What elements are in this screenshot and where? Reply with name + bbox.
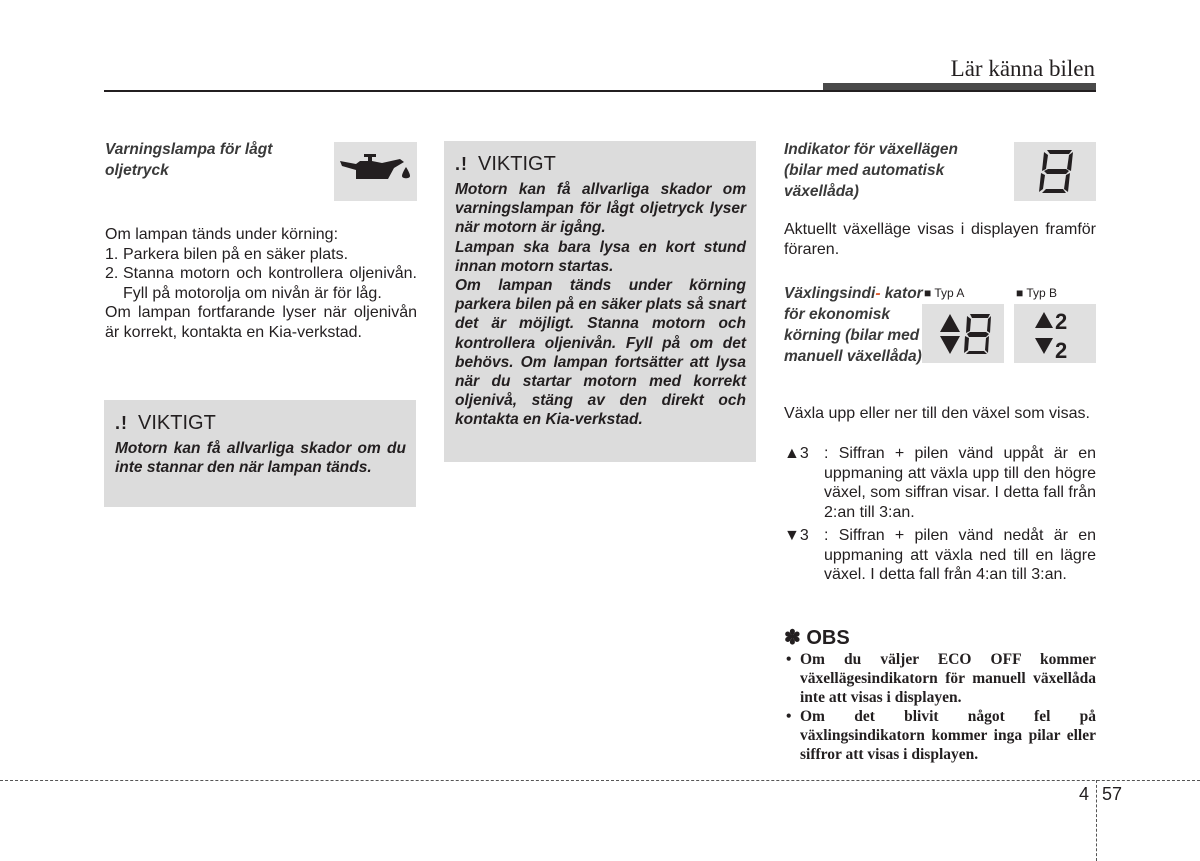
type-a-indicator: [922, 304, 1004, 363]
warning-title-text: VIKTIGT: [478, 153, 556, 175]
digit-label: 2: [1055, 309, 1068, 334]
digit-eight-icon: [964, 314, 991, 354]
shift-down-arrow-icon: [1035, 338, 1053, 354]
digit-label: 2: [1055, 338, 1068, 363]
oil-can-icon: [334, 142, 417, 201]
obs-list: [786, 650, 1096, 764]
type-b-indicator: [1014, 304, 1096, 363]
warning-text: Motorn kan få allvarliga skador om du inte stannar den när lampan tänds.: [115, 440, 406, 477]
chapter-number: 4: [1079, 784, 1090, 804]
warning-box-engine: [444, 141, 756, 462]
warning-paragraph: Lampan ska bara lysa en kort stund innan motorn startas.: [455, 238, 746, 275]
list-number: 1.: [105, 245, 119, 263]
shift-up-arrow-icon: [1035, 312, 1053, 328]
bullet-icon: •: [786, 708, 792, 725]
warning-paragraph: Motorn kan få allvarliga skador om varningslampan för lågt oljetryck lyser när motorn är igång.: [455, 181, 746, 237]
list-item: [786, 707, 1096, 764]
header-rule: [104, 90, 1096, 92]
shift-down-text: : Siffran + pilen vänd nedåt är en uppmaning att växla ned till en lägre växel. I detta fall från 4:an till 3:an.: [824, 527, 1096, 583]
warning-icon: .!: [115, 413, 128, 433]
shift-indicator-heading: [784, 283, 944, 367]
warning-title: [115, 412, 406, 435]
warning-title-text: VIKTIGT: [138, 412, 216, 434]
shift-up-symbol-icon: ▲3: [784, 445, 809, 462]
list-item: [105, 264, 417, 303]
square-bullet-icon: ■: [924, 286, 932, 300]
bullet-icon: •: [786, 651, 792, 668]
shift-up-text: : Siffran + pilen vänd uppåt är en uppmaning att växla upp till den högre växel, som siffran visar. I detta fall från 2:an till 3:an.: [824, 445, 1096, 521]
list-item: [105, 245, 417, 265]
square-bullet-icon: ■: [1016, 286, 1024, 300]
shift-up-arrow-icon: [940, 314, 960, 332]
shift-up-item: [784, 444, 1096, 522]
warning-icon: .!: [455, 154, 468, 174]
gear-indicator-text: Aktuellt växelläge visas i displayen framför föraren.: [784, 221, 1096, 258]
warning-box-oil: [104, 400, 416, 507]
shift-down-symbol-icon: ▼3: [784, 527, 809, 544]
list-item: [786, 650, 1096, 707]
footer-divider: [0, 780, 1200, 781]
footer-separator: [1096, 780, 1097, 861]
type-a-label: ■ Typ A: [924, 286, 965, 300]
oil-intro: Om lampan tänds under körning:: [105, 226, 339, 243]
warning-paragraph: Om lampan tänds under körning parkera bilen på en säker plats så snart det är möjligt. Stanna motorn och kontrollera oljenivån. Fyll på om det behövs. Om lampan fortsätter att lysa när du startar motorn med korrekt oljenivå, stäng av den direkt och kontakta en Kia-verkstad.: [455, 277, 746, 429]
heading-part: Växlingsindi: [784, 285, 876, 302]
shift-down-arrow-icon: [940, 336, 960, 354]
oil-pressure-heading: Varningslampa för lågt oljetryck: [105, 141, 273, 179]
oil-pressure-body: [105, 225, 417, 342]
chapter-title: Lär känna bilen: [950, 56, 1095, 81]
shift-down-item: [784, 526, 1096, 585]
obs-text: Om du väljer ECO OFF kommer växellägesindikatorn för manuell växellåda inte att visas i displayen.: [800, 651, 1096, 706]
heading-part: kator för ekonomisk körning (bilar med manuell växellåda): [784, 285, 923, 365]
list-text: Parkera bilen på en säker plats.: [123, 245, 349, 263]
shift-intro: Växla upp eller ner till den växel som visas.: [784, 405, 1090, 422]
gear-indicator-heading: Indikator för växellägen (bilar med automatisk växellåda): [784, 141, 958, 200]
heading-hyphen: -: [875, 285, 881, 302]
seven-segment-display-icon: [1014, 142, 1096, 201]
oil-outro: Om lampan fortfarande lyser när oljenivån är korrekt, kontakta en Kia-verkstad.: [105, 304, 417, 341]
page-number: 57: [1102, 784, 1123, 804]
list-number: 2.: [105, 265, 119, 282]
warning-title: [455, 153, 746, 176]
obs-text: Om det blivit något fel på växlingsindikatorn kommer inga pilar eller siffror att visas i displayen.: [800, 708, 1096, 763]
obs-title: ✽ OBS: [784, 627, 850, 649]
type-b-label: ■ Typ B: [1016, 286, 1058, 300]
list-text: Stanna motorn och kontrollera oljenivån. Fyll på motorolja om nivån är för låg.: [123, 265, 417, 302]
